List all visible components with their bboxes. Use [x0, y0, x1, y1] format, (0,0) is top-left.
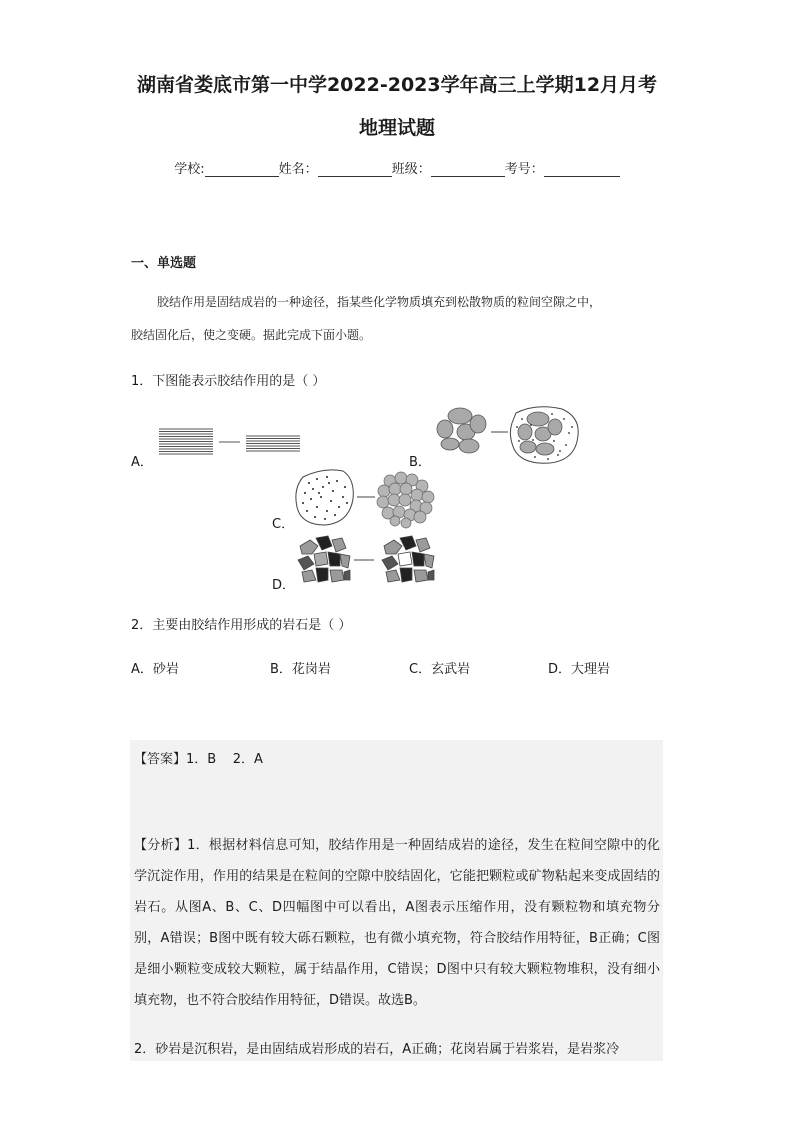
- name-label: 姓名：: [278, 162, 318, 177]
- answer-line: 【答案】1．B 2．A: [134, 752, 263, 767]
- class-label: 班级：: [391, 162, 431, 177]
- analysis-paragraph-2: 2．砂岩是沉积岩，是由固结成岩形成的岩石，A正确；花岗岩属于岩浆岩，是岩浆冷: [134, 1042, 620, 1057]
- q1-option-d-label: D．: [272, 578, 296, 593]
- passage-line2: 胶结固化后，使之变硬。据此完成下面小题。: [131, 328, 372, 342]
- q1-option-b-figure: [432, 405, 582, 467]
- name-blank[interactable]: [318, 161, 392, 177]
- q2-option-b: B．花岗岩: [270, 662, 331, 677]
- q1-option-a-figure: [158, 428, 303, 456]
- analysis-paragraph-1: 【分析】1．根据材料信息可知，胶结作用是一种固结成岩的途径，发生在粒间空隙中的化学沉淀作用，作用的结果是在粒间的空隙中胶结固化，它能把颗粒或矿物粘起来变成固结的岩石。从图A、B、C、D四幅图中可以看出，A图表示压缩作用，没有颗粒物和填充物分别，A错误；B图中既有较大砾石颗粒，也有微小填充物，符合胶结作用特征，B正确；C图是细小颗粒变成较大颗粒，属于结晶作用，C错误；D图中只有较大颗粒物堆积，没有细小填充物，也不符合胶结作用特征，D错误。故选B。: [134, 838, 660, 1008]
- exam-no-blank[interactable]: [544, 161, 620, 177]
- q2-option-d: D．大理岩: [548, 662, 611, 677]
- school-label: 学校:: [174, 162, 205, 177]
- question2-stem: 2．主要由胶结作用形成的岩石是（ ）: [131, 618, 352, 633]
- q2-option-a: A．砂岩: [131, 662, 179, 677]
- exam-title-line1: 湖南省娄底市第一中学2022-2023学年高三上学期12月月考: [136, 74, 658, 96]
- q1-option-d-figure: [294, 532, 439, 588]
- exam-title-line2: 地理试题: [358, 117, 435, 139]
- q1-option-c-figure: [293, 467, 448, 529]
- class-blank[interactable]: [431, 161, 505, 177]
- q2-option-c: C．玄武岩: [409, 662, 471, 677]
- q1-option-b-label: B．: [409, 455, 431, 470]
- passage-line1: 胶结作用是固结成岩的一种途径，指某些化学物质填充到松散物质的粒间空隙之中，: [157, 295, 602, 309]
- exam-no-label: 考号：: [504, 162, 544, 177]
- q1-option-c-label: C．: [272, 517, 295, 532]
- school-blank[interactable]: [205, 161, 279, 177]
- student-info-row: [0, 158, 794, 177]
- q1-option-a-label: A．: [131, 455, 153, 470]
- section-title: 一、单选题: [131, 256, 197, 271]
- question1-stem: 1．下图能表示胶结作用的是（ ）: [131, 374, 326, 389]
